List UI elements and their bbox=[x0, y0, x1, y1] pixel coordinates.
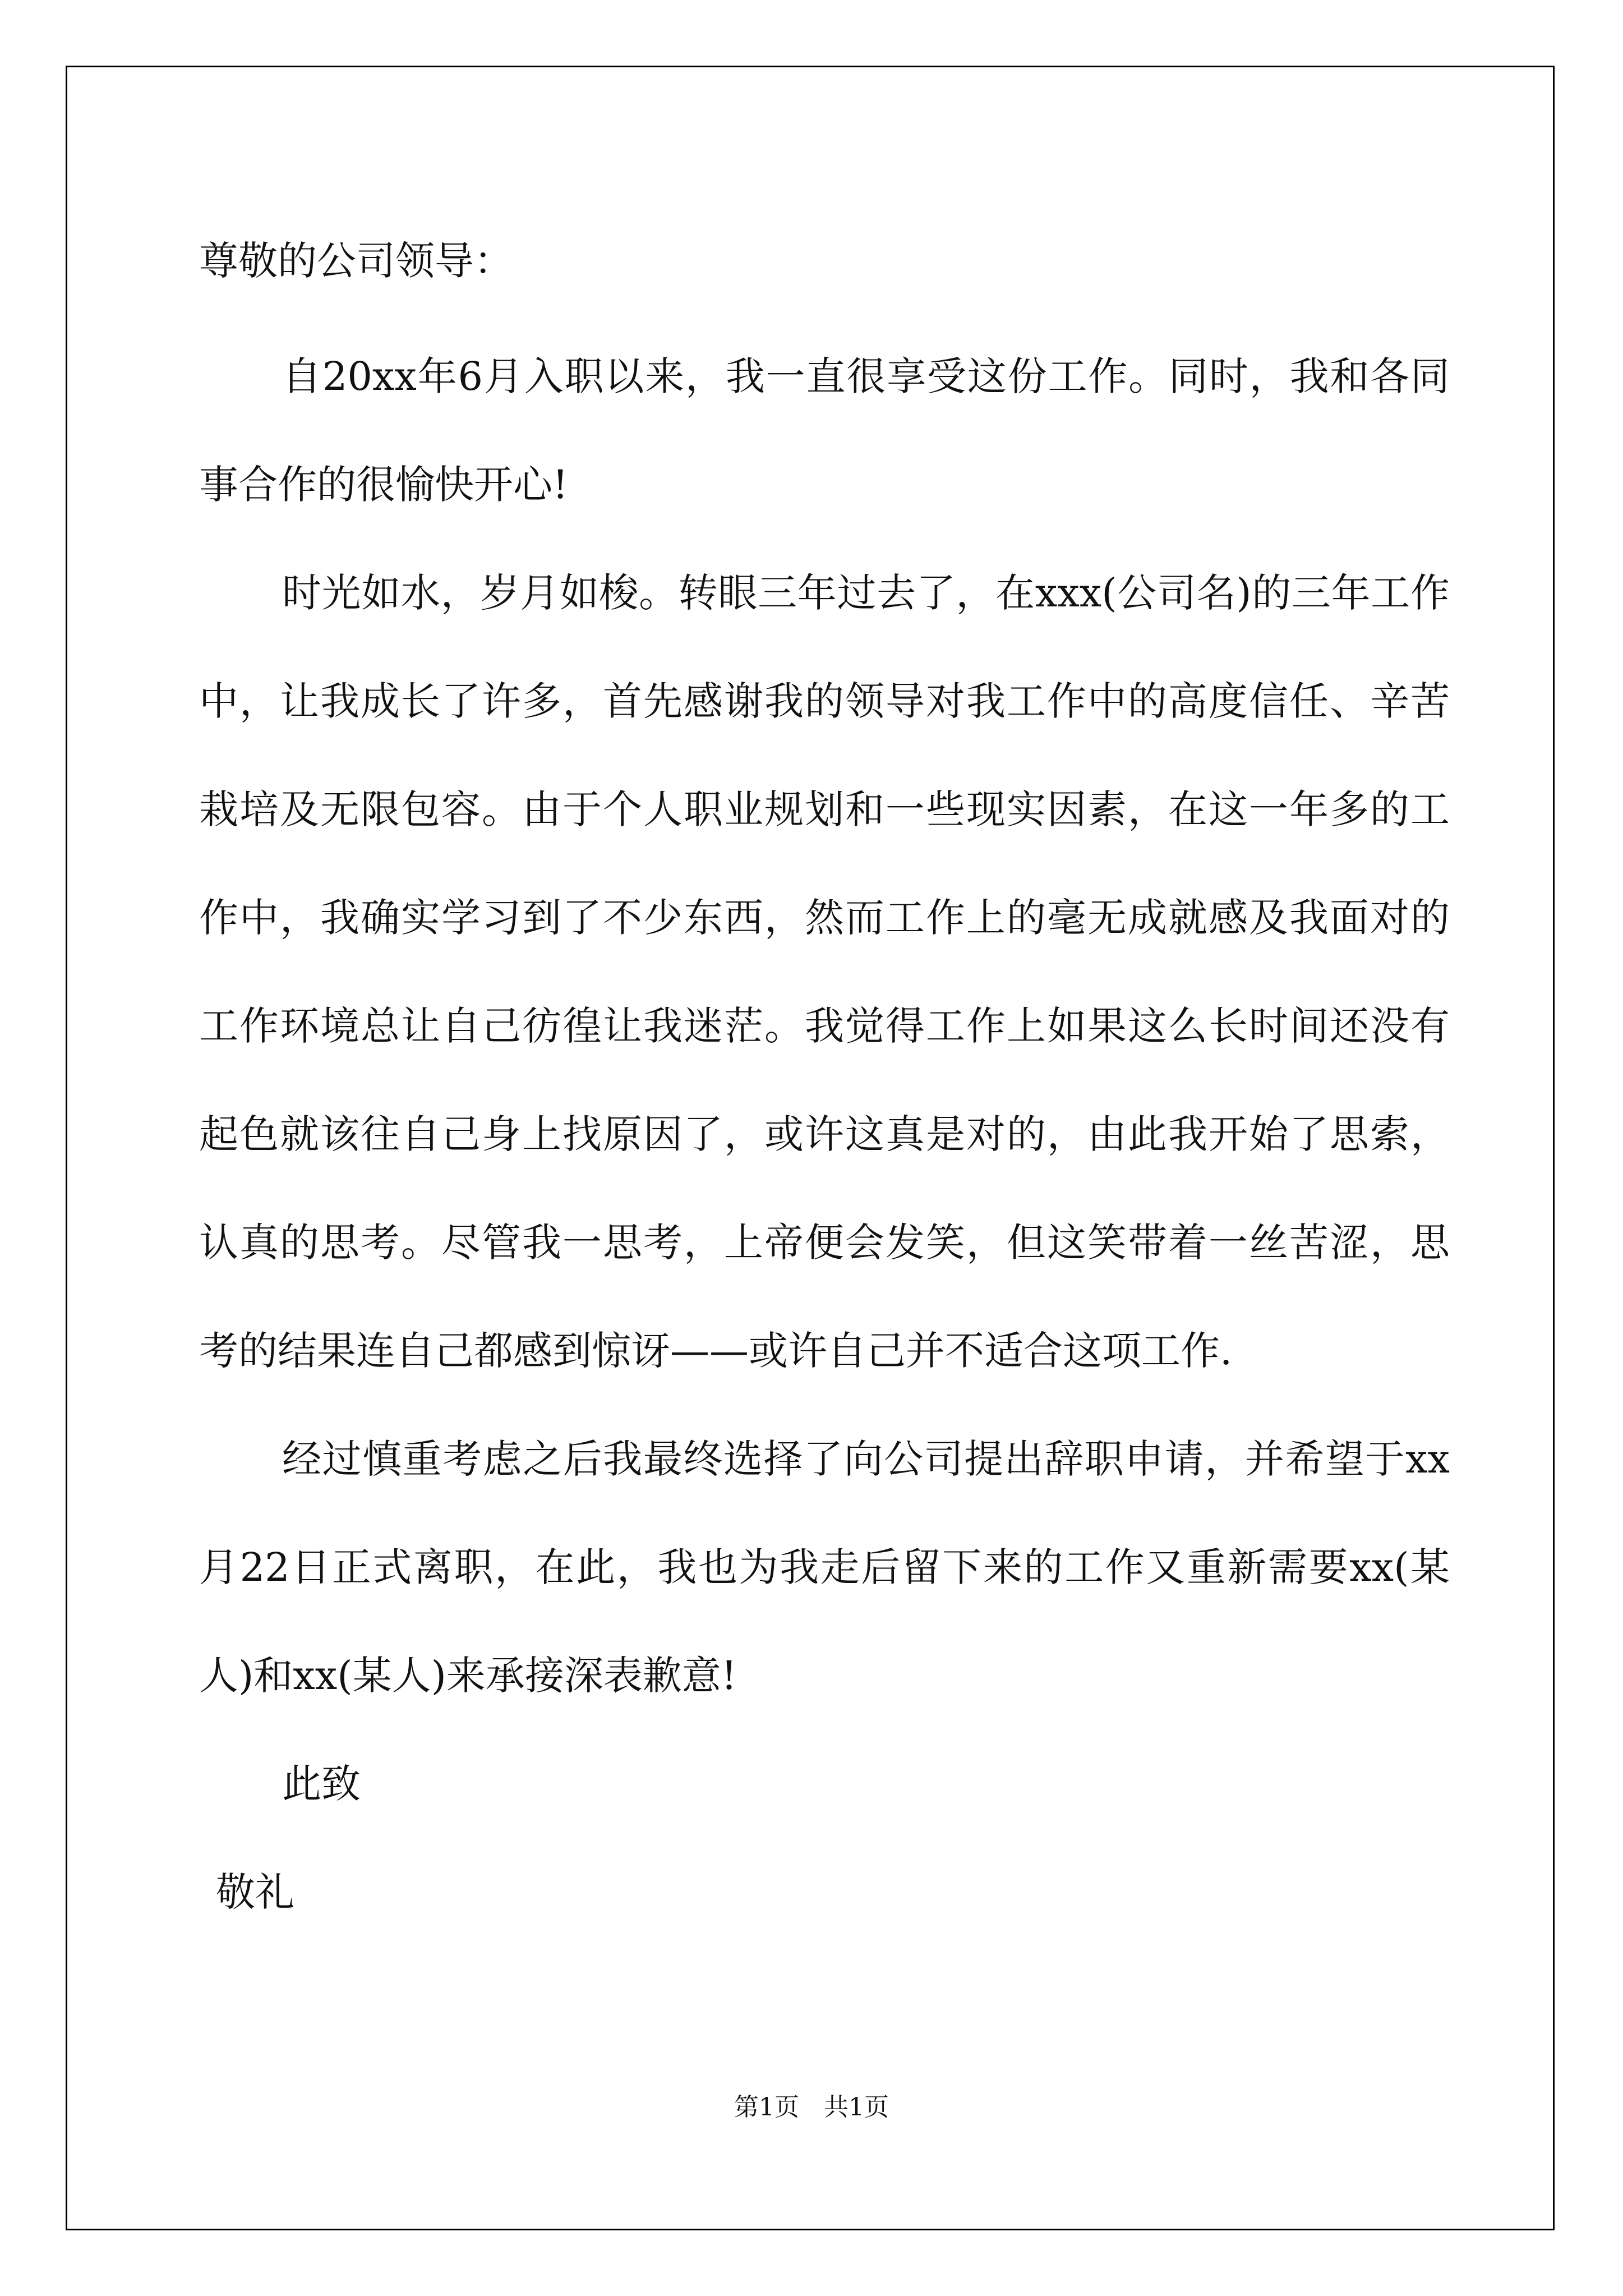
letter-body bbox=[199, 199, 1450, 1947]
paragraph-resignation: 经过慎重考虑之后我最终选择了向公司提出辞职申请，并希望于xx月22日正式离职，在此，我也为我走后留下来的工作又重新需要xx(某人)和xx(某人)来承接深表歉意! bbox=[199, 1436, 1450, 1699]
closing-line-2: 敬礼 bbox=[216, 1869, 294, 1915]
closing-line-1: 此致 bbox=[282, 1761, 361, 1807]
paragraph-intro: 自20xx年6月入职以来，我一直很享受这份工作。同时，我和各同事合作的很愉快开心! bbox=[199, 353, 1450, 508]
page-footer: 第1页 共1页 bbox=[734, 2093, 889, 2122]
salutation: 尊敬的公司领导： bbox=[199, 238, 513, 284]
paragraph-reflection: 时光如水，岁月如梭。转眼三年过去了，在xxx(公司名)的三年工作中，让我成长了许多，首先感谢我的领导对我工作中的高度信任、辛苦栽培及无限包容。由于个人职业规划和一些现实因素，在这一年多的工作中，我确实学习到了不少东西，然而工作上的毫无成就感及我面对的工作环境总让自己彷徨让我迷茫。我觉得工作上如果这么长时间还没有起色就该往自己身上找原因了，或许这真是对的，由此我开始了思索，认真的思考。尽管我一思考，上帝便会发笑，但这笑带着一丝苦涩，思考的结果连自己都感到惊讶——或许自己并不适合这项工作. bbox=[199, 570, 1450, 1374]
